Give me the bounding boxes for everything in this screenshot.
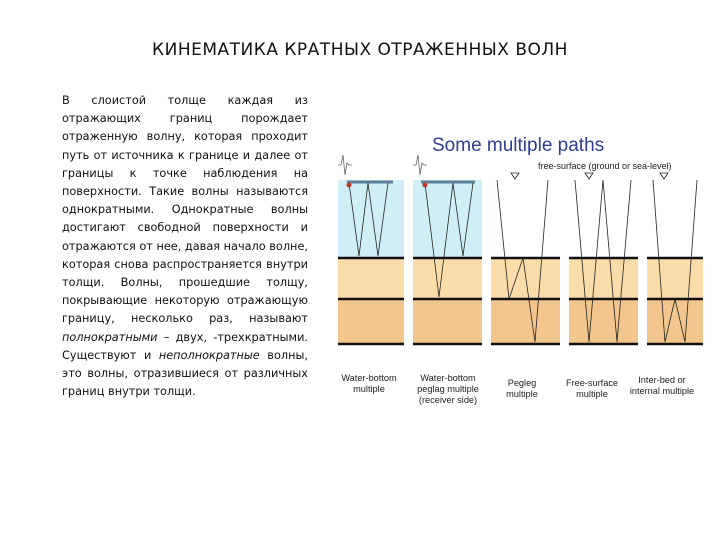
caption-line: multiple <box>506 389 538 399</box>
layer-1 <box>569 258 638 299</box>
caption-line: (receiver side) <box>418 395 478 405</box>
wavelet-icon <box>413 155 427 175</box>
caption-pegleg <box>490 378 554 400</box>
caption-free-surface <box>557 378 627 400</box>
water-layer <box>338 180 404 258</box>
caption-line: Free-surface <box>565 378 619 388</box>
caption-line: multiple <box>353 384 385 394</box>
caption-line: Pegleg <box>507 378 537 388</box>
paragraph-part-1: В слоистой толще каждая из отражающих границ порождает отраженную волну, которая проходит путь от источника к границе и далее от границы к точке наблюдения на поверхности. Такие волны называются однократными. Однократные волны достигают свободной поверхности и отражаются от нее, давая начало волне, которая снова распространяется внутри толщи. Волны, прошедшие толщу, покрывающие некоторую отражающую границу, несколько раз, называют <box>62 94 308 326</box>
caption-line: Inter-bed or <box>638 375 686 385</box>
layer-2 <box>569 299 638 344</box>
column-inter-bed <box>647 173 703 344</box>
body-paragraph <box>62 92 308 401</box>
sediment-layer-1 <box>338 258 404 299</box>
term-full-multiple: полнократными <box>62 330 158 344</box>
layer-1 <box>647 258 703 299</box>
paragraph-part-2: – двух, -трехкратными. Существуют и <box>62 330 308 362</box>
column-free-surface <box>569 173 638 344</box>
multiple-paths-diagram <box>335 135 705 405</box>
caption-line: internal multiple <box>629 386 695 396</box>
receiver-icon <box>511 173 519 179</box>
receiver-icon <box>660 173 668 179</box>
source-icon <box>423 183 428 188</box>
caption-line: multiple <box>576 389 608 399</box>
sediment-layer-2 <box>413 299 482 344</box>
caption-inter-bed <box>624 375 700 397</box>
receiver-icon <box>585 173 593 179</box>
term-partial-multiple: неполнократные <box>158 348 260 362</box>
caption-line: Water-bottom <box>420 373 476 383</box>
source-icon <box>347 183 352 188</box>
sediment-layer-2 <box>338 299 404 344</box>
surface-label: free-surface (ground or sea-level) <box>538 161 672 171</box>
column-pegleg <box>491 173 560 344</box>
caption-water-bottom <box>333 373 405 395</box>
caption-receiver-peglag <box>408 373 488 406</box>
layer-1 <box>491 258 560 299</box>
caption-line: Water-bottom <box>341 373 397 383</box>
caption-line: peglag multiple <box>417 384 479 394</box>
column-receiver-peglag <box>413 155 482 344</box>
sediment-layer-1 <box>413 258 482 299</box>
slide-title: КИНЕМАТИКА КРАТНЫХ ОТРАЖЕННЫХ ВОЛН <box>152 40 568 60</box>
wavelet-icon <box>338 155 352 175</box>
layer-2 <box>647 299 703 344</box>
paragraph-part-3: волны, это волны, отразившиеся от различных границ внутри толщи. <box>62 348 308 399</box>
layer-2 <box>491 299 560 344</box>
figure-heading: Some multiple paths <box>432 135 605 156</box>
column-water-bottom <box>338 155 404 344</box>
